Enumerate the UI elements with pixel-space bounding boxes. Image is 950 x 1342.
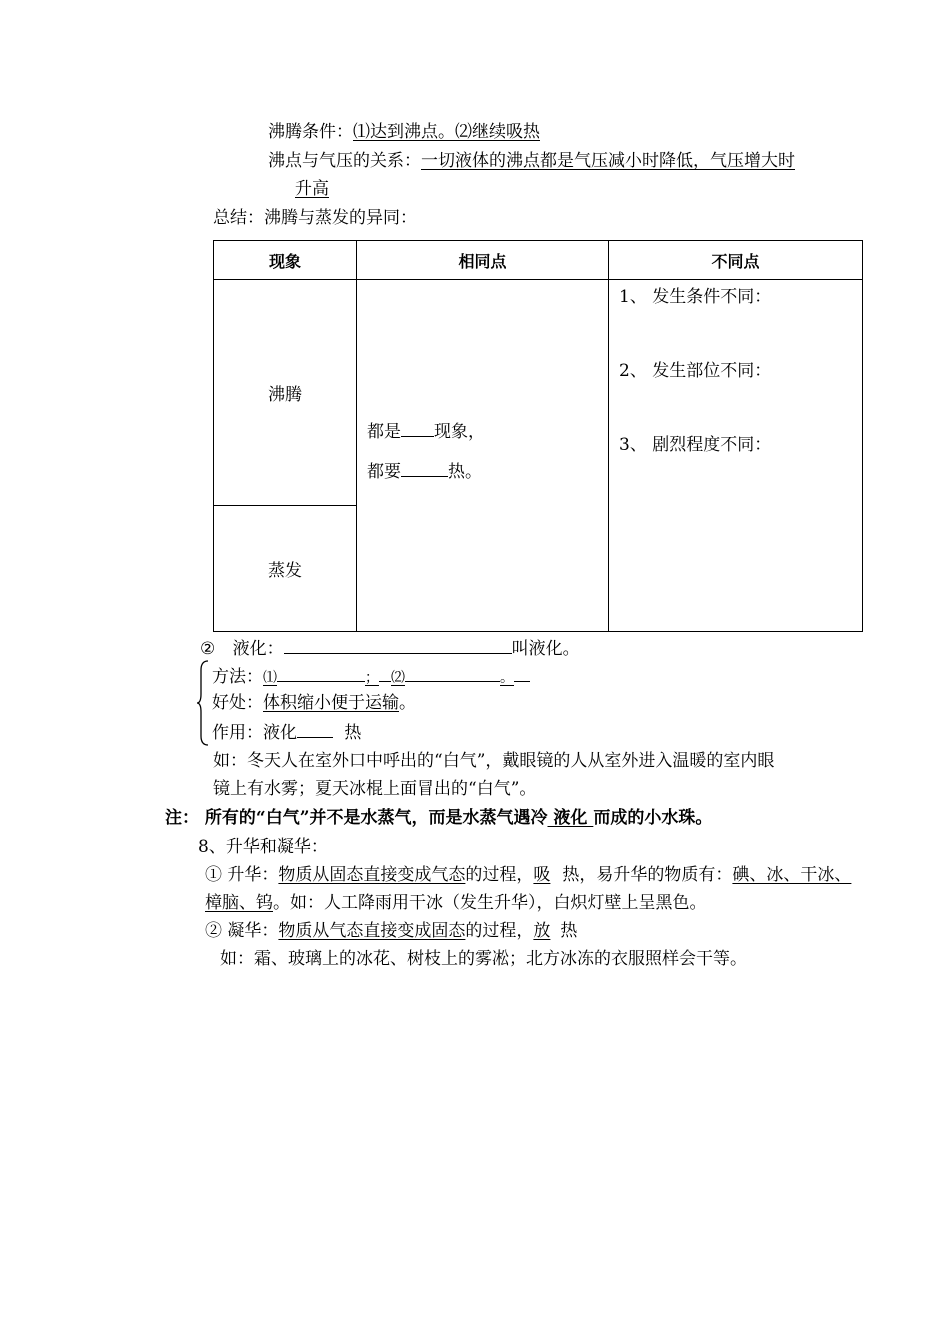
sublimation-example: 。如：人工降雨用干冰（发生升华），白炽灯壁上呈黑色。 <box>273 893 707 913</box>
deposition-line <box>205 920 577 942</box>
effect-tail: 热 <box>344 723 362 743</box>
note-suffix: 而成的小水珠。 <box>593 808 713 828</box>
method-blank-2[interactable] <box>405 665 500 682</box>
deposition-heat: 热 <box>560 921 578 941</box>
sublimation-line-1 <box>205 864 851 886</box>
note-underlined: 液化 <box>547 808 594 828</box>
same-2b: 热。 <box>448 462 482 482</box>
same-line-2 <box>367 460 482 483</box>
boiling-condition-label: 沸腾条件： <box>268 122 353 142</box>
benefit-end: 。 <box>399 693 416 713</box>
table-header-row <box>214 241 863 280</box>
method-2: ⑵ <box>391 670 405 686</box>
liquefaction-label: 液化： <box>232 639 284 659</box>
sublimation-label: ① 升华： <box>205 865 279 885</box>
sublimation-items-1: 碘、冰、干冰、 <box>732 865 852 885</box>
method-end: 。 <box>500 670 514 686</box>
cell-boiling <box>214 280 357 506</box>
same-1b: 现象， <box>434 422 485 442</box>
same-blank-2[interactable] <box>401 460 448 477</box>
diff-item-1: 1、 发生条件不同： <box>619 287 772 307</box>
table-row-boiling <box>214 280 863 506</box>
sublimation-line-2 <box>205 892 707 914</box>
method-gap <box>379 665 391 682</box>
boiling-condition <box>268 121 540 143</box>
deposition-mid: 的过程， <box>465 921 534 941</box>
deposition-release: 放 <box>533 921 551 941</box>
row-evaporation-label: 蒸发 <box>268 561 302 581</box>
boiling-pressure-relation <box>268 150 795 172</box>
same-2a: 都要 <box>367 462 401 482</box>
header-diff: 不同点 <box>609 241 863 280</box>
sublimation-heat: 热，易升华的物质有： <box>562 865 733 885</box>
note-line <box>165 807 712 829</box>
deposition-example: 如：霜、玻璃上的冰花、树枝上的雾凇；北方冰冻的衣服照样会干等。 <box>220 949 747 969</box>
sublimation-definition: 物质从固态直接变成气态 <box>278 865 466 885</box>
benefit-label: 好处： <box>212 693 263 713</box>
liquefaction-definition-blank[interactable] <box>284 637 512 654</box>
benefit-text: 体积缩小便于运输 <box>263 693 399 713</box>
liquefaction-example-1: 如：冬天人在室外口中呼出的“白气”，戴眼镜的人从室外进入温暖的室内眼 <box>213 751 775 771</box>
relation-text-2-line <box>295 178 329 200</box>
method-blank-1[interactable] <box>277 665 365 682</box>
sublimation-mid: 的过程， <box>465 865 534 885</box>
effect-label: 作用：液化 <box>212 723 297 743</box>
benefit-line <box>212 692 416 714</box>
method-sep: ； <box>365 670 379 686</box>
cell-evaporation <box>214 506 357 632</box>
effect-blank[interactable] <box>297 721 333 738</box>
liquefaction-title <box>200 637 580 660</box>
deposition-definition: 物质从气态直接变成固态 <box>278 921 466 941</box>
method-label: 方法： <box>212 667 263 687</box>
cell-same <box>357 280 609 632</box>
liquefaction-number: ② <box>200 639 216 659</box>
same-blank-1[interactable] <box>401 420 434 437</box>
summary-title: 总结：沸腾与蒸发的异同： <box>213 208 417 228</box>
method-line <box>212 665 530 689</box>
sublimation-title: 8、升华和凝华： <box>198 837 328 857</box>
relation-text-2: 升高 <box>295 179 329 199</box>
comparison-table <box>213 240 863 632</box>
method-end-gap <box>514 665 530 682</box>
sublimation-items-2: 樟脑、钨 <box>205 893 273 913</box>
diff-item-2: 2、 发生部位不同： <box>619 361 772 381</box>
same-1a: 都是 <box>367 422 401 442</box>
note-prefix: 注： 所有的“白气”并不是水蒸气，而是水蒸气遇冷 <box>165 808 548 828</box>
brace-icon <box>196 660 210 746</box>
header-same: 相同点 <box>357 241 609 280</box>
same-line-1 <box>367 420 485 443</box>
cell-diff <box>609 280 863 632</box>
relation-label: 沸点与气压的关系： <box>268 151 421 171</box>
liquefaction-tail: 叫液化。 <box>511 639 580 659</box>
diff-item-3: 3、 剧烈程度不同： <box>619 435 772 455</box>
sublimation-absorb: 吸 <box>533 865 551 885</box>
effect-line <box>212 721 361 744</box>
deposition-label: ② 凝华： <box>205 921 279 941</box>
header-phenomenon: 现象 <box>214 241 357 280</box>
row-boiling-label: 沸腾 <box>268 385 302 405</box>
relation-text-1: 一切液体的沸点都是气压减小时降低，气压增大时 <box>421 151 795 171</box>
method-1: ⑴ <box>263 670 277 686</box>
liquefaction-example-2: 镜上有水雾；夏天冰棍上面冒出的“白气”。 <box>213 779 537 799</box>
boiling-condition-text: ⑴达到沸点。⑵继续吸热 <box>353 122 540 142</box>
